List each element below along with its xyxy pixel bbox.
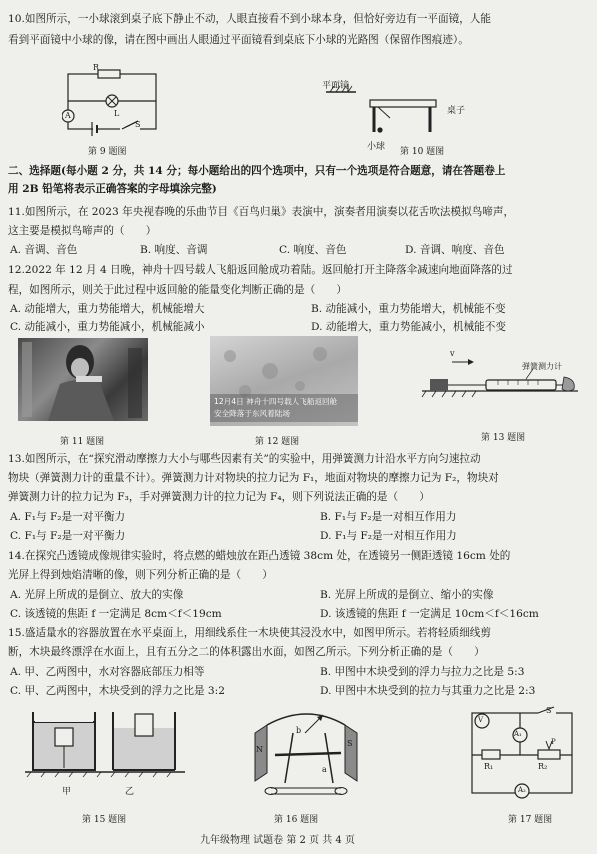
fig13-spring-label: 弹簧测力计 [522,362,562,371]
fig16-caption: 第 16 题图 [274,815,319,825]
figure-13-spring-scale [418,347,583,407]
q12-option-d: D. 动能增大，重力势能减小，机械能不变 [311,321,506,333]
q13-option-d: D. F₁与 F₂是一对相互作用力 [320,530,457,542]
fig15-label-left: 甲 [62,787,72,797]
figure-9-circuit [62,64,162,139]
q12-line1: 12.2022 年 12 月 4 日晚，神舟十四号载人飞船返回舱成功着陆。返回舱打开主降落伞减速向地面降落的过 [8,264,513,276]
figure-15-containers [25,708,185,778]
q13-line1: 13.如图所示，在“探究滑动摩擦力大小与哪些因素有关”的实验中，用弹簧测力计沿水平方向匀速拉动 [8,453,481,465]
fig17-a1-label: A₁ [514,730,522,738]
fig15-label-right: 乙 [125,787,135,797]
fig11-caption: 第 11 题图 [60,437,105,447]
fig10-ball-label: 小球 [367,142,386,152]
q14-option-a: A. 光屏上所成的是倒立、放大的实像 [10,589,184,601]
q12-option-b: B. 动能减小，重力势能增大，机械能不变 [311,303,506,315]
q11-option-b: B. 响度、音调 [140,244,208,256]
fig9-caption: 第 9 题图 [88,147,127,157]
fig9-label-a: A [65,111,71,120]
q12-option-a: A. 动能增大，重力势能增大，机械能增大 [10,303,205,315]
q12-line2: 程，如图所示，则关于此过程中返回舱的能量变化判断正确的是（ ） [8,284,347,296]
fig13-v-label: v [450,349,455,358]
fig15-caption: 第 15 题图 [82,815,127,825]
fig17-r2-label: R₂ [538,762,548,771]
fig9-label-l: L [114,109,120,118]
fig17-caption: 第 17 题图 [508,815,553,825]
fig16-b-label: b [296,726,302,735]
fig16-a-label: a [322,765,327,774]
fig10-table-label: 桌子 [447,106,466,116]
q13-option-b: B. F₁与 F₂是一对相互作用力 [320,511,457,523]
q15-option-d: D. 甲图中木块受到的拉力与其重力之比是 2:3 [320,685,536,697]
q10-line2: 看到平面镜中小球的像，请在图中画出人眼通过平面镜看到桌底下小球的光路图（保留作图痕迹）。 [8,34,469,46]
figure-16-magnet-rails [245,703,370,803]
fig17-s-label: S [546,706,552,715]
fig16-n-label: N [256,745,263,754]
fig16-s-label: S [347,739,353,748]
q14-option-d: D. 该透镜的焦距 f 一定满足 10cm＜f＜16cm [320,608,539,620]
fig13-caption: 第 13 题图 [481,433,526,443]
fig9-label-s: S [135,120,141,129]
fig12-overlay-line1: 12月4日 神舟十四号载人飞船返回舱 [214,397,338,406]
q15-option-b: B. 甲图中木块受到的浮力与拉力之比是 5:3 [320,666,525,678]
q11-option-d: D. 音调、响度、音色 [405,244,505,256]
fig17-a2-label: A₂ [518,786,526,794]
fig12-overlay-line2: 安全降落于东风着陆场 [214,409,290,418]
figure-11-photo [18,338,148,421]
q12-option-c: C. 动能减小，重力势能减小，机械能减小 [10,321,205,333]
fig17-v-label: V [478,716,484,724]
fig17-p-label: P [551,738,556,746]
fig9-label-r: R [93,63,100,72]
q14-line1: 14.在探究凸透镜成像规律实验时，将点燃的蜡烛放在距凸透镜 38cm 处，在透镜另一侧距透镜 16cm 处的 [8,550,511,562]
fig17-r1-label: R₁ [484,762,494,771]
fig10-caption: 第 10 题图 [400,147,445,157]
q14-option-c: C. 该透镜的焦距 f 一定满足 8cm＜f＜19cm [10,608,222,620]
section2-line2: 用 2B 铅笔将表示正确答案的字母填涂完整) [8,183,217,195]
page-footer: 九年级物理 试题卷 第 2 页 共 4 页 [200,835,355,846]
section2-line1: 二、选择题(每小题 2 分，共 14 分；每小题给出的四个选项中，只有一个选项是符合题意，请在答题卷上 [8,165,506,177]
q13-option-a: A. F₁与 F₂是一对平衡力 [10,511,126,523]
fig10-mirror-label: 平面镜 [322,81,350,91]
q13-line2: 物块（弹簧测力计的重量不计）。弹簧测力计对物块的拉力记为 F₁，地面对物块的摩擦力记为 F₂，物块对 [8,472,499,484]
q14-option-b: B. 光屏上所成的是倒立、缩小的实像 [320,589,494,601]
q15-option-c: C. 甲、乙两图中，木块受到的浮力之比是 3:2 [10,685,225,697]
q15-line1: 15.盛适量水的容器放置在水平桌面上，用细线系住一木块使其浸没水中，如图甲所示。若将轻质细线剪 [8,627,491,639]
q11-line1: 11.如图所示，在 2023 年央视春晚的乐曲节目《百鸟归巢》表演中，演奏者用演奏以花舌吹法模拟鸟啼声， [8,206,515,218]
q15-option-a: A. 甲、乙两图中，水对容器底部压力相等 [10,666,205,678]
fig12-caption: 第 12 题图 [255,437,300,447]
q14-line2: 光屏上得到烛焰清晰的像，则下列分析正确的是（ ） [8,569,273,581]
q11-option-a: A. 音调、音色 [10,244,78,256]
q13-line3: 弹簧测力计的拉力记为 F₃，手对弹簧测力计的拉力记为 F₄，则下列说法正确的是（ ） [8,491,430,503]
q15-line2: 断，木块最终漂浮在水面上，且有五分之二的体积露出水面，如图乙所示。下列分析正确的是（ ） [8,646,485,658]
q13-option-c: C. F₁与 F₂是一对平衡力 [10,530,126,542]
q11-option-c: C. 响度、音色 [279,244,347,256]
q10-line1: 10.如图所示，一小球滚到桌子底下静止不动，人眼直接看不到小球本身，但恰好旁边有一平面镜，人能 [8,13,491,25]
q11-line2: 这主要是模拟鸟啼声的（ ） [8,225,157,237]
figure-12-photo [210,336,358,426]
